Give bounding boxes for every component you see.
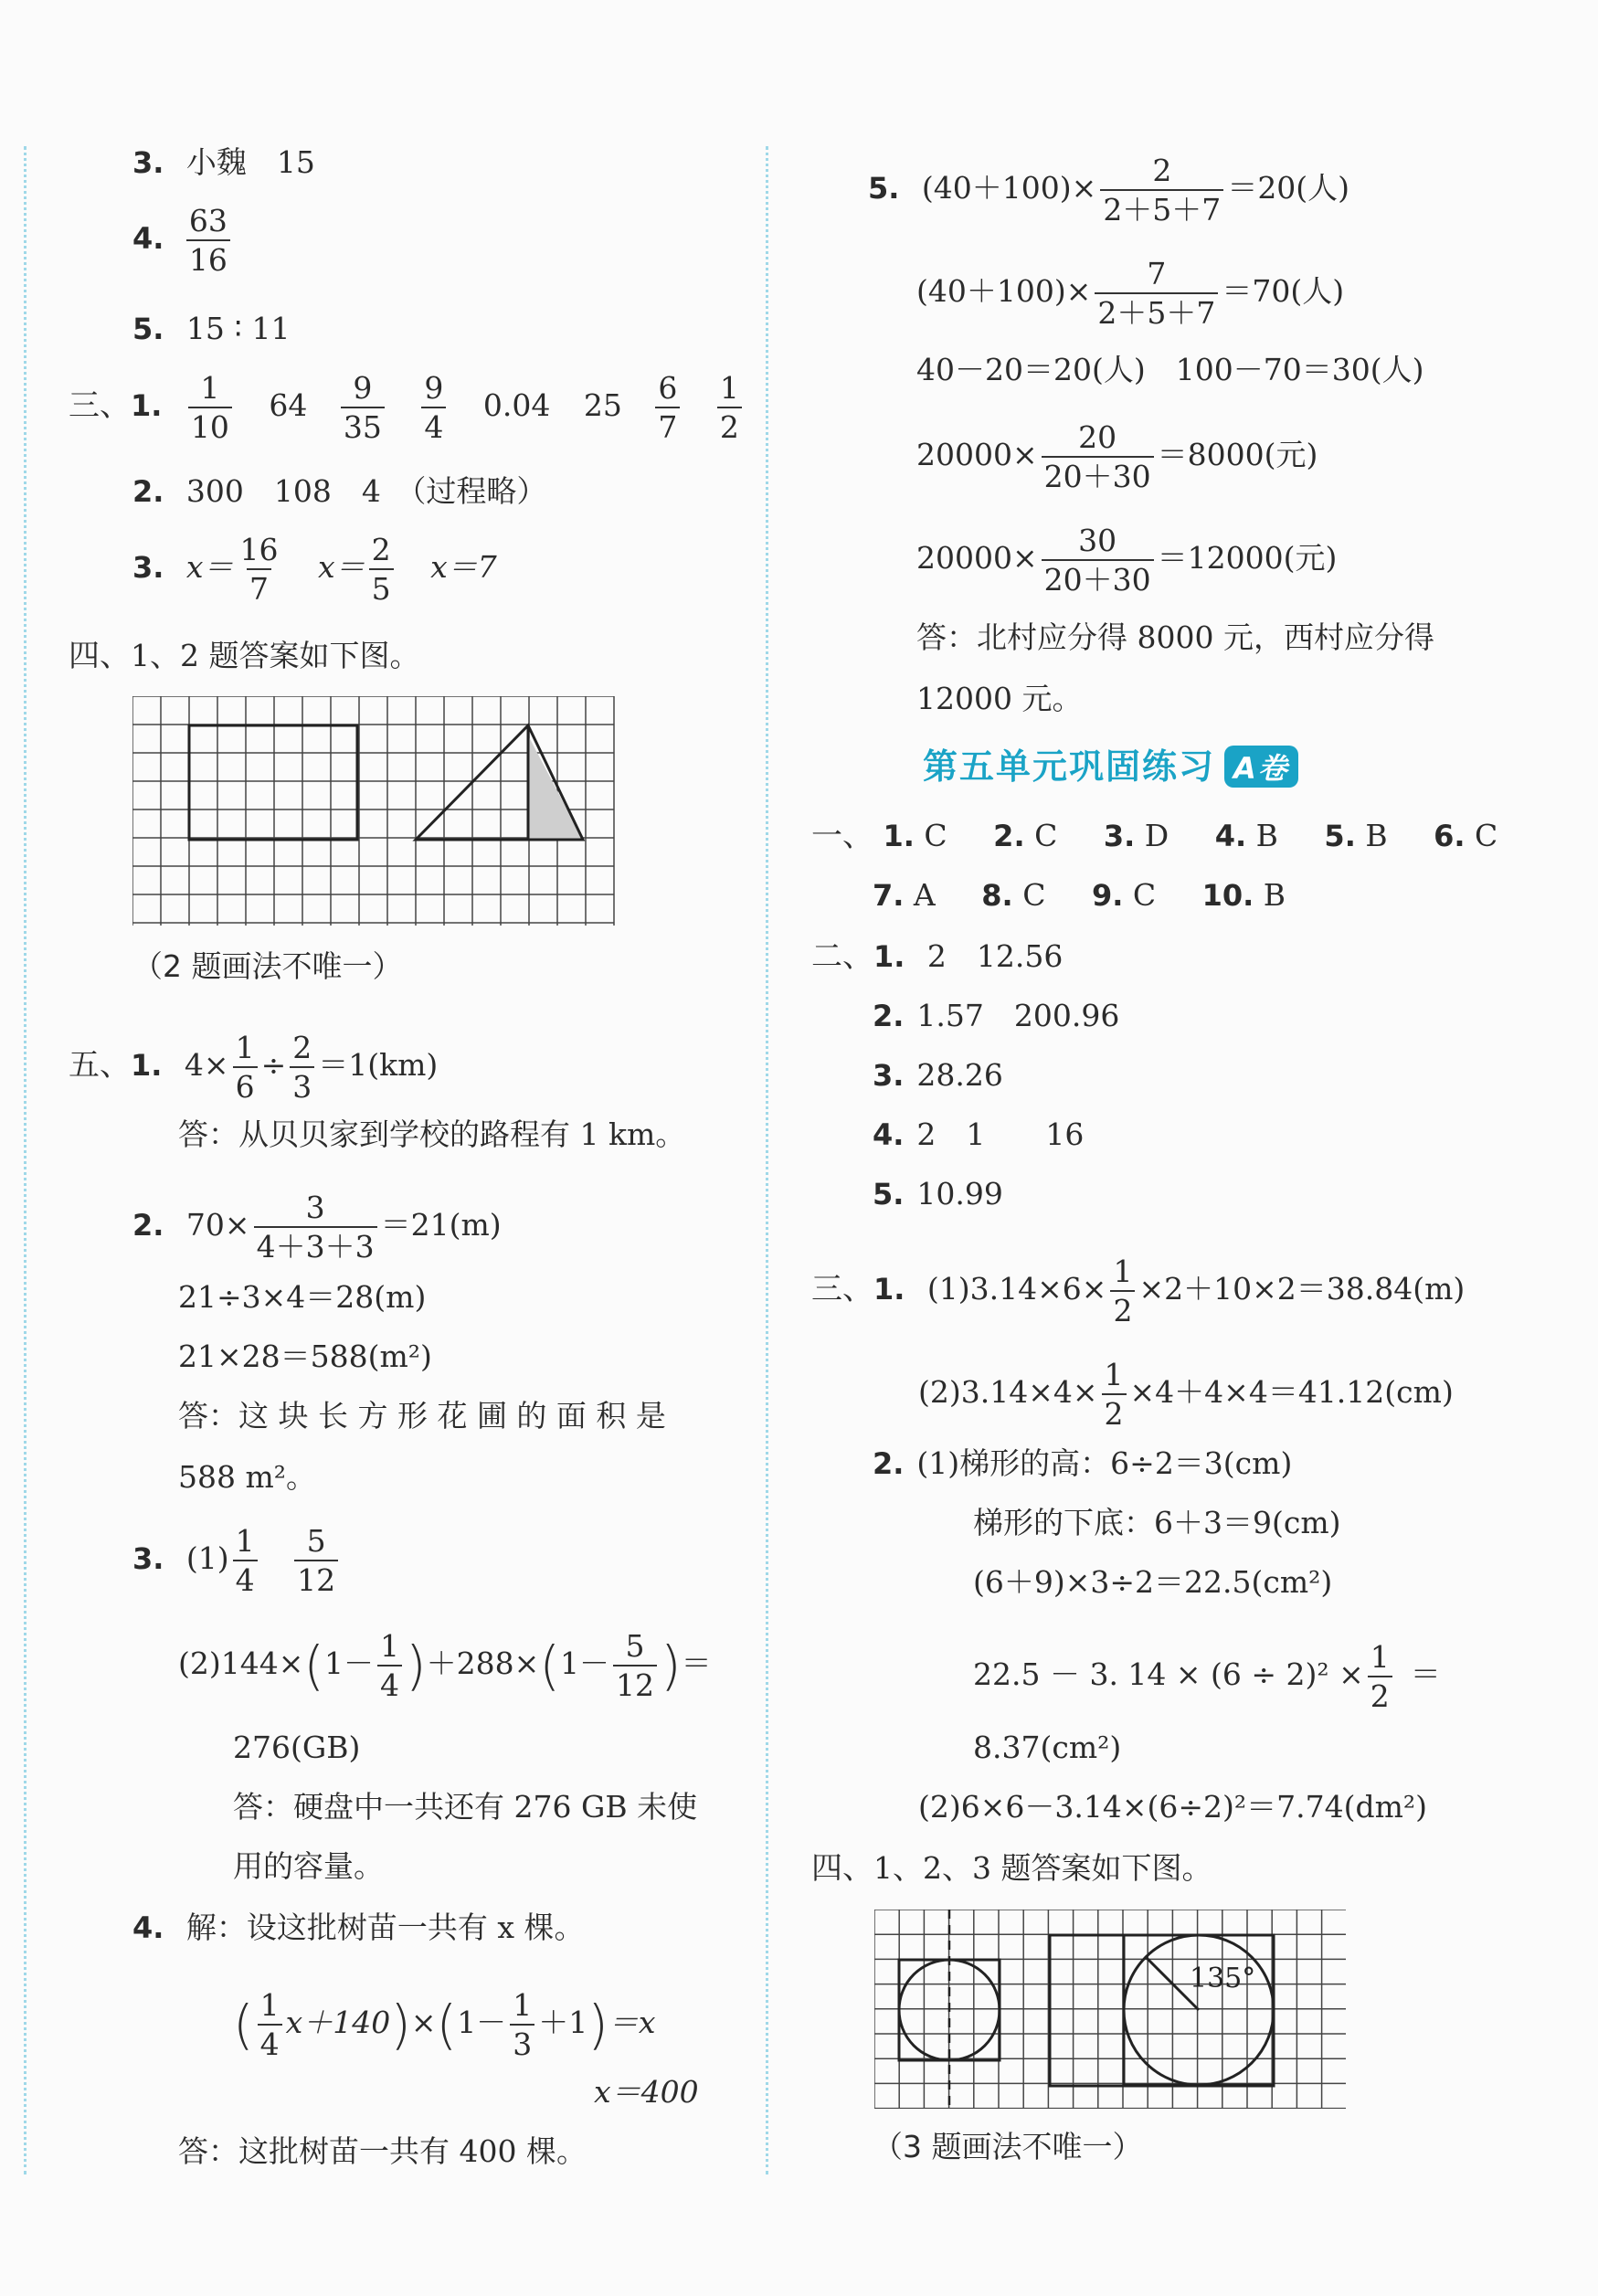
calc-3-2e: 8.37(cm²) [973, 1730, 1122, 1765]
right-5: 5. (40＋100)× $\frac{2}{2+5+7}$ ＝20(人) [868, 153, 1350, 227]
section-5-1: 五、1. 4× $\frac{1}{6}$ ÷ $\frac{2}{3}$ ＝1(km) [69, 1030, 439, 1105]
right-5d: 20000× $\frac{20}{20+30}$ ＝8000(元) [916, 419, 1318, 494]
mc-row-2: 7. A 8. C 9. C 10. B [873, 877, 1286, 913]
right-5c: 40－20＝20(人) 100－70＝30(人) [916, 352, 1424, 387]
calc-3-2c: (6＋9)×3÷2＝22.5(cm²) [973, 1564, 1333, 1600]
right-5b: (40＋100)× $\frac{7}{2+5+7}$ ＝70(人) [916, 256, 1345, 331]
section-5-3: 3. (1) $\frac{1}{4}$ $\frac{5}{12}$ [132, 1526, 342, 1595]
calc-5-3b: (2)144×(1－ $\frac{1}{4}$ )＋288×(1－ $\frac{5}{12}$ )＝ [178, 1628, 712, 1703]
calc-5-2c: 21×28＝588(m²) [178, 1338, 432, 1374]
unit-heading: 第五单元巩固练习 A卷 [923, 738, 1298, 788]
fill-5: 5. 10.99 [873, 1176, 1003, 1211]
calc-3-2: 2. (1)梯形的高：6÷2＝3(cm) [873, 1445, 1293, 1481]
calc-5-3c: 276(GB) [233, 1730, 361, 1765]
section-4: 四、1、2 题答案如下图。 [69, 638, 420, 674]
calc-3-2d: 22.5 － 3. 14 × (6 ÷ 2)² × $\frac{1}{2}$ ＝ [973, 1639, 1441, 1714]
answer-5-4: 答：这批树苗一共有 400 棵。 [178, 2133, 587, 2169]
answer-5-2-cont: 588 m²。 [178, 1459, 316, 1495]
section-3-3: 3. x＝ $\frac{16}{7}$ x＝ $\frac{2}{5}$ x＝7 [132, 532, 497, 607]
calc-3-1b: (2)3.14×4× $\frac{1}{2}$ ×4＋4×4＝41.12(cm) [918, 1357, 1454, 1432]
fill-3: 3. 28.26 [873, 1057, 1003, 1093]
fill-2: 2. 1.57 200.96 [873, 998, 1120, 1033]
answer-5-2: 答：这 块 长 方 形 花 圃 的 面 积 是 [178, 1398, 666, 1434]
answer-4: 4. $\frac{63}{16}$ [132, 206, 234, 275]
mc-row-1: 一、 1. C 2. C 3. D 4. B 5. B 6. C [811, 818, 1498, 854]
answer-5: 5. 15 ∶ 11 [132, 311, 291, 346]
answer-3: 3. 小魏 15 [132, 144, 315, 180]
left-margin-divider [24, 146, 26, 2174]
calc-3-2b: 梯形的下底：6＋3＝9(cm) [973, 1505, 1341, 1540]
solution-5-4: x＝400 [594, 2074, 699, 2110]
grid-figure-right [874, 1910, 1346, 2109]
column-divider [766, 146, 768, 2174]
section-5-2: 2. 70× $\frac{3}{4+3+3}$ ＝21(m) [132, 1190, 502, 1264]
fraction: $\frac{63}{16}$ [186, 206, 230, 275]
grid-figure-left [132, 696, 615, 926]
section-4-note: （2 题画法不唯一） [132, 948, 403, 984]
right-5e: 20000× $\frac{30}{20+30}$ ＝12000(元) [916, 523, 1338, 598]
section-5-4: 4. 解：设这批树苗一共有 x 棵。 [132, 1910, 585, 1945]
fill-1: 二、1. 2 12.56 [811, 938, 1064, 975]
right-5g: 12000 元。 [916, 681, 1083, 716]
calc-3-1: 三、1. (1)3.14×6× $\frac{1}{2}$ ×2＋10×2＝38.84(m) [811, 1254, 1466, 1328]
angle-label: 135° [1190, 1963, 1256, 1994]
right-5f: 答：北村应分得 8000 元，西村应分得 [916, 619, 1434, 655]
answer-5-3-cont: 用的容量。 [233, 1848, 384, 1884]
calc-5-2b: 21÷3×4＝28(m) [178, 1279, 427, 1315]
answer-5-1: 答：从贝贝家到学校的路程有 1 km。 [178, 1116, 686, 1152]
section-3-1: 三、1. $\frac{1}{10}$ 64 $\frac{9}{35}$ $\frac{9}{4}$ 0.04 25 $\frac{6}{7}$ $\frac{1}{2}$ [69, 373, 746, 442]
fill-4: 4. 2 1 16 [873, 1116, 1085, 1152]
section-3-2: 2. 300 108 4 （过程略） [132, 473, 547, 509]
drawn-rectangle [189, 725, 357, 840]
calc-3-2f: (2)6×6－3.14×(6÷2)²＝7.74(dm²) [918, 1789, 1428, 1825]
volume-badge: A卷 [1224, 746, 1298, 788]
section-4-right-note: （3 题画法不唯一） [873, 2129, 1143, 2164]
answer-5-3: 答：硬盘中一共还有 276 GB 未使 [233, 1789, 698, 1825]
equation-5-4: ( $\frac{1}{4}$ x＋140)×(1－ $\frac{1}{3}$ ＋1)＝x [233, 1987, 656, 2062]
section-4-right: 四、1、2、3 题答案如下图。 [811, 1850, 1212, 1887]
